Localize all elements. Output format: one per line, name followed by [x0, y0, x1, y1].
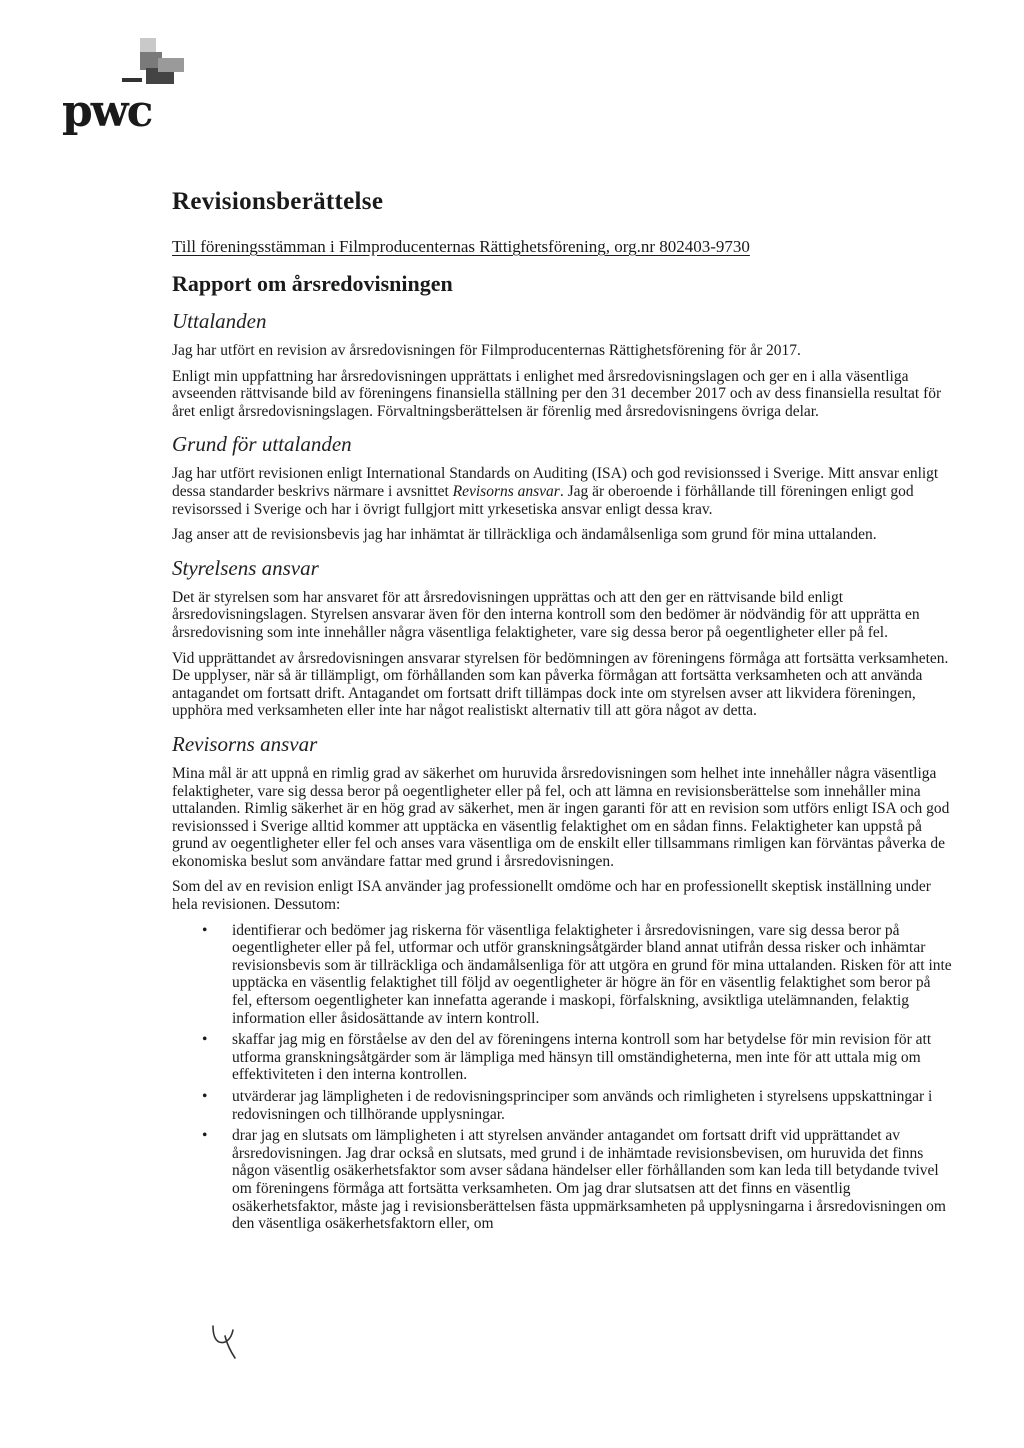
pwc-logo: [62, 38, 202, 137]
list-item-text: utvärderar jag lämpligheten i de redovisningsprinciper som används och rimligheten i styrelsens uppskattningar i redovisningen och tillhörande upplysningar.: [232, 1088, 933, 1123]
bullet-icon: •: [202, 921, 208, 939]
report-title: Rapport om årsredovisningen: [172, 271, 453, 296]
text-run: . Jag är oberoende i förhållande till föreningen enligt god revisorssed i Sverige och har i övrigt fullgjort mitt yrkesetiska ansvar enligt dessa krav.: [172, 482, 914, 518]
section-styrelsens-ansvar: [172, 556, 952, 720]
logo-block: [140, 38, 156, 52]
handwritten-page-mark: [205, 1322, 245, 1362]
list-item-text: skaffar jag mig en förståelse av den del av föreningens interna kontroll som har betydelse för min revision för att utforma granskningsåtgärder som är lämpliga med hänsyn till omständigheterna, men inte för att uttala mig om effektiviteten i den interna kontrollen.: [232, 1031, 932, 1084]
list-item: [202, 1031, 952, 1084]
paragraph: [172, 465, 952, 518]
addressee-line: Till föreningsstämman i Filmproducenternas Rättighetsförening, org.nr 802403-9730: [172, 237, 750, 256]
paragraph: Det är styrelsen som har ansvaret för att årsredovisningen upprättas och att den ger en rättvisande bild enligt årsredovisningslagen. Styrelsen ansvarar även för den interna kontroll som den bedömer är nödvändig för att upprätta en årsredovisning som inte innehåller några väsentliga felaktigheter, vare sig dessa beror på oegentligheter eller på fel.: [172, 588, 920, 641]
bullet-icon: •: [202, 1127, 208, 1145]
bullet-icon: •: [202, 1088, 208, 1105]
section-uttalanden: [172, 309, 952, 420]
list-item-text: drar jag en slutsats om lämpligheten i att styrelsen använder antagandet om fortsatt drift vid upprättandet av årsredovisningen. Jag drar också en slutsats, med grund i de inhämtade revisionsbevisen, om huruvida det finns någon väsentlig osäkerhetsfaktor som avser sådana händelser eller förhållanden som kan leda till betydande tvivel om föreningens förmåga att fortsätta verksamheten. Om jag drar slutsatsen att det finns en väsentlig osäkerhetsfaktor, måste jag i revisionsberättelsen fästa uppmärksamheten på upplysningarna i årsredovisningen om den väsentliga osäkerhetsfaktorn eller, om: [232, 1127, 946, 1233]
list-item: [202, 921, 952, 1028]
section-heading: Revisorns ansvar: [172, 731, 318, 756]
list-item: [202, 1127, 952, 1233]
text-run: Jag har utfört revisionen enligt International Standards on Auditing (ISA) och god revisionssed i Sverige. Mitt ansvar enligt dessa standarder beskrivs närmare i avsnittet: [172, 465, 939, 500]
paragraph: Jag anser att de revisionsbevis jag har inhämtat är tillräckliga och ändamålsenliga som grund för mina uttalanden.: [172, 526, 877, 544]
text-run-italic: Revisorns ansvar: [452, 482, 560, 500]
paragraph: Enligt min uppfattning har årsredovisningen upprättats i enlighet med årsredovisningslagen och ger en i alla väsentliga avseenden rättvisande bild av föreningens finansiella ställning per den 31 december 2017 och av dess finansiella resultat för året enligt årsredovisningslagen. Förvaltningsberättelsen är förenlig med årsredovisningens övriga delar.: [172, 367, 942, 420]
bullet-list: [172, 922, 952, 1233]
section-revisorns-ansvar: [172, 732, 952, 1233]
section-heading: Uttalanden: [172, 309, 267, 333]
list-item-text: identifierar och bedömer jag riskerna för väsentliga felaktigheter i årsredovisningen, vare sig dessa beror på oegentligheter eller på fel, utformar och utför granskningsåtgärder bland annat utifrån dessa risker och inhämtar revisionsbevis som är tillräckliga och ändamålsenliga för att utgöra en grund för mina uttalanden. Risken för att inte upptäcka en väsentlig felaktighet till följd av oegentligheter är högre än för en väsentlig felaktighet som beror på fel, eftersom oegentligheter kan innefatta agerande i maskopi, förfalskning, avsiktliga utelämnanden, felaktig information eller åsidosättande av intern kontroll.: [232, 921, 952, 1027]
section-heading: Grund för uttalanden: [172, 432, 352, 457]
paragraph: Jag har utfört en revision av årsredovisningen för Filmproducenternas Rättighetsförening för år 2017.: [172, 342, 801, 359]
logo-wordmark: pwc: [62, 86, 152, 137]
logo-block: [158, 58, 184, 72]
paragraph: Mina mål är att uppnå en rimlig grad av säkerhet om huruvida årsredovisningen som helhet inte innehåller några väsentliga felaktigheter, vare sig dessa beror på oegentligheter eller på fel, och att lämna en revisionsberättelse som innehåller mina uttalanden. Rimlig säkerhet är en hög grad av säkerhet, men är ingen garanti för att en revision som utförs enligt ISA och god revisionssed i Sverige alltid kommer att upptäcka en väsentlig felaktighet om en sådan finns. Felaktigheter kan uppstå på grund av oegentligheter eller fel och anses vara väsentliga om de enskilt eller tillsammans rimligen kan förväntas påverka de ekonomiska beslut som användare fattar med grund i årsredovisningen.: [172, 764, 950, 870]
bullet-icon: •: [202, 1031, 208, 1049]
section-grund: [172, 432, 952, 543]
paragraph: Vid upprättandet av årsredovisningen ansvarar styrelsen för bedömningen av föreningens förmåga att fortsätta verksamheten. De upplyser, när så är tillämpligt, om förhållanden som kan påverka förmågan att fortsätta verksamheten och att använda antagandet om fortsatt drift. Antagandet om fortsatt drift tillämpas dock inte om styrelsen avser att likvidera föreningen, upphöra med verksamheten eller inte har något realistiskt alternativ till att göra något av detta.: [172, 649, 949, 720]
document-title: Revisionsberättelse: [172, 188, 384, 215]
paragraph: Som del av en revision enligt ISA använder jag professionellt omdöme och har en professionellt skeptisk inställning under hela revisionen. Dessutom:: [172, 878, 931, 914]
list-item: [202, 1088, 952, 1123]
document-body: [172, 188, 952, 1237]
logo-block: [122, 78, 142, 82]
section-heading: Styrelsens ansvar: [172, 555, 319, 580]
